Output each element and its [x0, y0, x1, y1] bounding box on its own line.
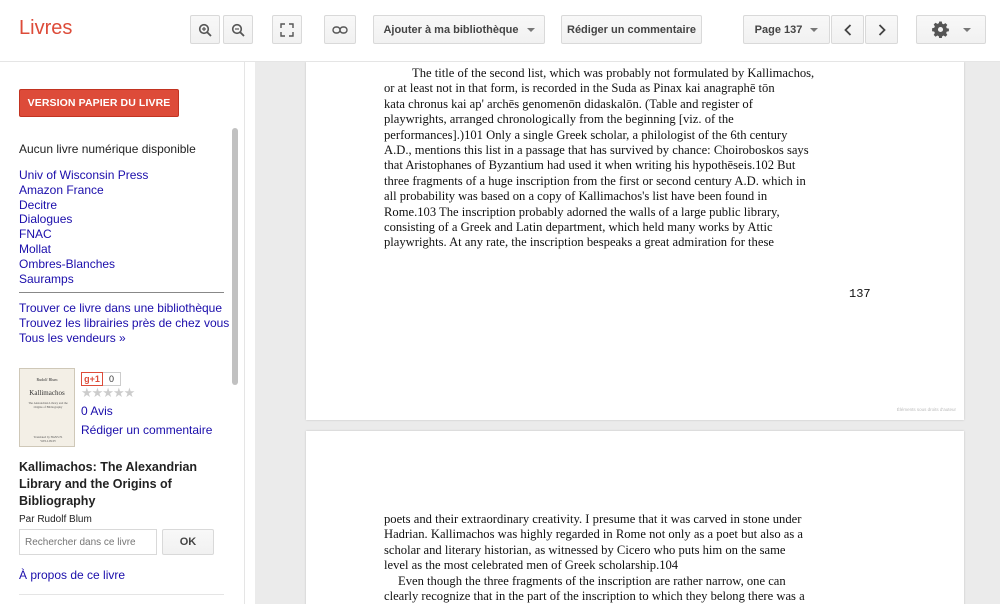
- text-line: level as the most celebrated men of Greek scholarship.104: [384, 558, 679, 573]
- text-line: playwrights. At any rate, the inscription bespeaks a great admiration for these: [384, 235, 774, 250]
- seller-link[interactable]: Sauramps: [19, 271, 74, 286]
- write-review-button[interactable]: [561, 15, 702, 44]
- zoom-in-icon: [198, 23, 212, 37]
- book-viewer[interactable]: [255, 62, 1000, 604]
- text-line: Even though the three fragments of the inscription are rather narrow, one can: [398, 573, 786, 588]
- text-line: A.D., mentions this list in a passage that has survived by chance: Choiroboskos says: [384, 142, 809, 157]
- book-page: [306, 62, 964, 420]
- text-line: Hadrian. Kallimachos was highly regarded in Rome not only as a poet but also as a: [384, 527, 803, 542]
- seller-link[interactable]: Univ of Wisconsin Press: [19, 168, 149, 182]
- text-line: Rome.103 The inscription probably adorned the walls of a large public library,: [384, 204, 780, 219]
- text-line: kata chronus kai ap' archēs genomenōn didaskalōn. (Table and register of: [384, 96, 753, 111]
- divider: [19, 594, 224, 595]
- seller-link[interactable]: Ombres-Blanches: [19, 256, 116, 271]
- text-line: clearly recognize that in the part of the inscription to which they belong there was a: [384, 588, 805, 603]
- gplus-button[interactable]: g+1: [81, 372, 103, 386]
- previous-page-button[interactable]: [831, 15, 864, 44]
- gplus-count: 0: [103, 372, 121, 386]
- no-ebook-text: Aucun livre numérique disponible: [19, 142, 196, 156]
- text-line: The title of the second list, which was probably not formulated by Kallimachos,: [412, 66, 815, 80]
- sidebar-scrollbar[interactable]: [232, 128, 238, 385]
- book-page: [306, 431, 964, 604]
- next-page-button[interactable]: [865, 15, 898, 44]
- seller-link[interactable]: Mollat: [19, 241, 52, 256]
- zoom-out-icon: [231, 23, 245, 37]
- top-toolbar: [0, 0, 1000, 62]
- seller-link[interactable]: Decitre: [19, 197, 58, 212]
- page-select-label: Page 137: [754, 23, 803, 36]
- rating-stars: ★★★★★: [81, 385, 135, 400]
- text-line: three fragments of a huge inscription from the first or second century A.D. which in: [384, 173, 806, 188]
- text-line: poets and their extraordinary creativity. I presume that it was carved in stone under: [384, 512, 802, 526]
- all-sellers-link[interactable]: Tous les vendeurs »: [19, 331, 126, 345]
- zoom-out-button[interactable]: [223, 15, 253, 44]
- seller-link[interactable]: Dialogues: [19, 212, 73, 227]
- book-title: Kallimachos: The Alexandrian Library and the Origins of Bibliography: [19, 460, 198, 508]
- library-links: [19, 301, 229, 346]
- copyright-notice: Éléments sous droits d'auteur: [896, 407, 956, 412]
- chevron-right-icon: [878, 24, 886, 36]
- link-button[interactable]: [324, 15, 356, 44]
- find-stores-link[interactable]: Trouvez les librairies près de chez vous: [19, 316, 230, 330]
- chevron-left-icon: [844, 24, 852, 36]
- cover-translator: Translated by HANS H. WELLISCH: [33, 435, 63, 443]
- cover-author: Rudolf Blum: [36, 377, 58, 382]
- cover-title: Kallimachos: [29, 389, 65, 397]
- search-in-book-input[interactable]: [19, 529, 157, 555]
- text-line: consisting of a Greek and Latin department, which held many works by Attic: [384, 219, 773, 234]
- divider: [19, 292, 224, 293]
- sidebar: [0, 62, 245, 604]
- seller-link[interactable]: Amazon France: [19, 182, 104, 197]
- text-line: scholar and literary historian, as witnessed by Cicero who puts him on the same: [384, 542, 786, 557]
- page-number: 137: [849, 287, 871, 301]
- search-ok-button[interactable]: OK: [162, 529, 214, 555]
- add-to-library-label: Ajouter à ma bibliothèque: [383, 23, 519, 36]
- fullscreen-button[interactable]: [272, 15, 302, 44]
- seller-link[interactable]: FNAC: [19, 227, 52, 242]
- link-icon: [332, 25, 348, 35]
- reviews-count-link[interactable]: 0 Avis: [81, 404, 113, 418]
- book-cover[interactable]: [19, 368, 75, 447]
- page-text: [384, 66, 894, 251]
- text-line: performances].)101 Only a single Greek scholar, a philologist of the 6th century: [384, 127, 788, 142]
- find-library-link[interactable]: Trouver ce livre dans une bibliothèque: [19, 301, 223, 315]
- add-to-library-button[interactable]: [373, 15, 545, 44]
- chevron-down-icon: [963, 28, 971, 32]
- gear-icon: [932, 21, 949, 38]
- seller-list: [19, 168, 148, 286]
- book-author: Par Rudolf Blum: [19, 514, 92, 525]
- page-select[interactable]: [743, 15, 830, 44]
- chevron-down-icon: [527, 28, 535, 32]
- gplus-widget[interactable]: [81, 372, 121, 386]
- text-line: all probability was based on a copy of Kallimachos's list have been found in: [384, 189, 768, 204]
- text-line: or at least not in that form, is recorded in the Suda as Pinax kai anagraphē tōn: [384, 81, 775, 96]
- zoom-in-button[interactable]: [190, 15, 220, 44]
- cover-subtitle: The Alexandrian Library and the Origins of Bibliography: [28, 401, 68, 409]
- text-line: playwrights, arranged chronologically from the beginning [viz. of the: [384, 112, 734, 127]
- fullscreen-icon: [280, 23, 294, 37]
- text-line: that Aristophanes of Byzantium had used it when writing his hypothēseis.102 But: [384, 158, 796, 173]
- settings-button[interactable]: [916, 15, 986, 44]
- about-book-link[interactable]: À propos de ce livre: [19, 568, 126, 582]
- write-review-label: Rédiger un commentaire: [567, 23, 696, 36]
- chevron-down-icon: [810, 28, 818, 32]
- write-review-link[interactable]: Rédiger un commentaire: [81, 423, 213, 437]
- page-text: [384, 512, 894, 604]
- print-version-button[interactable]: VERSION PAPIER DU LIVRE: [19, 89, 179, 117]
- brand-logo[interactable]: Livres: [19, 17, 73, 39]
